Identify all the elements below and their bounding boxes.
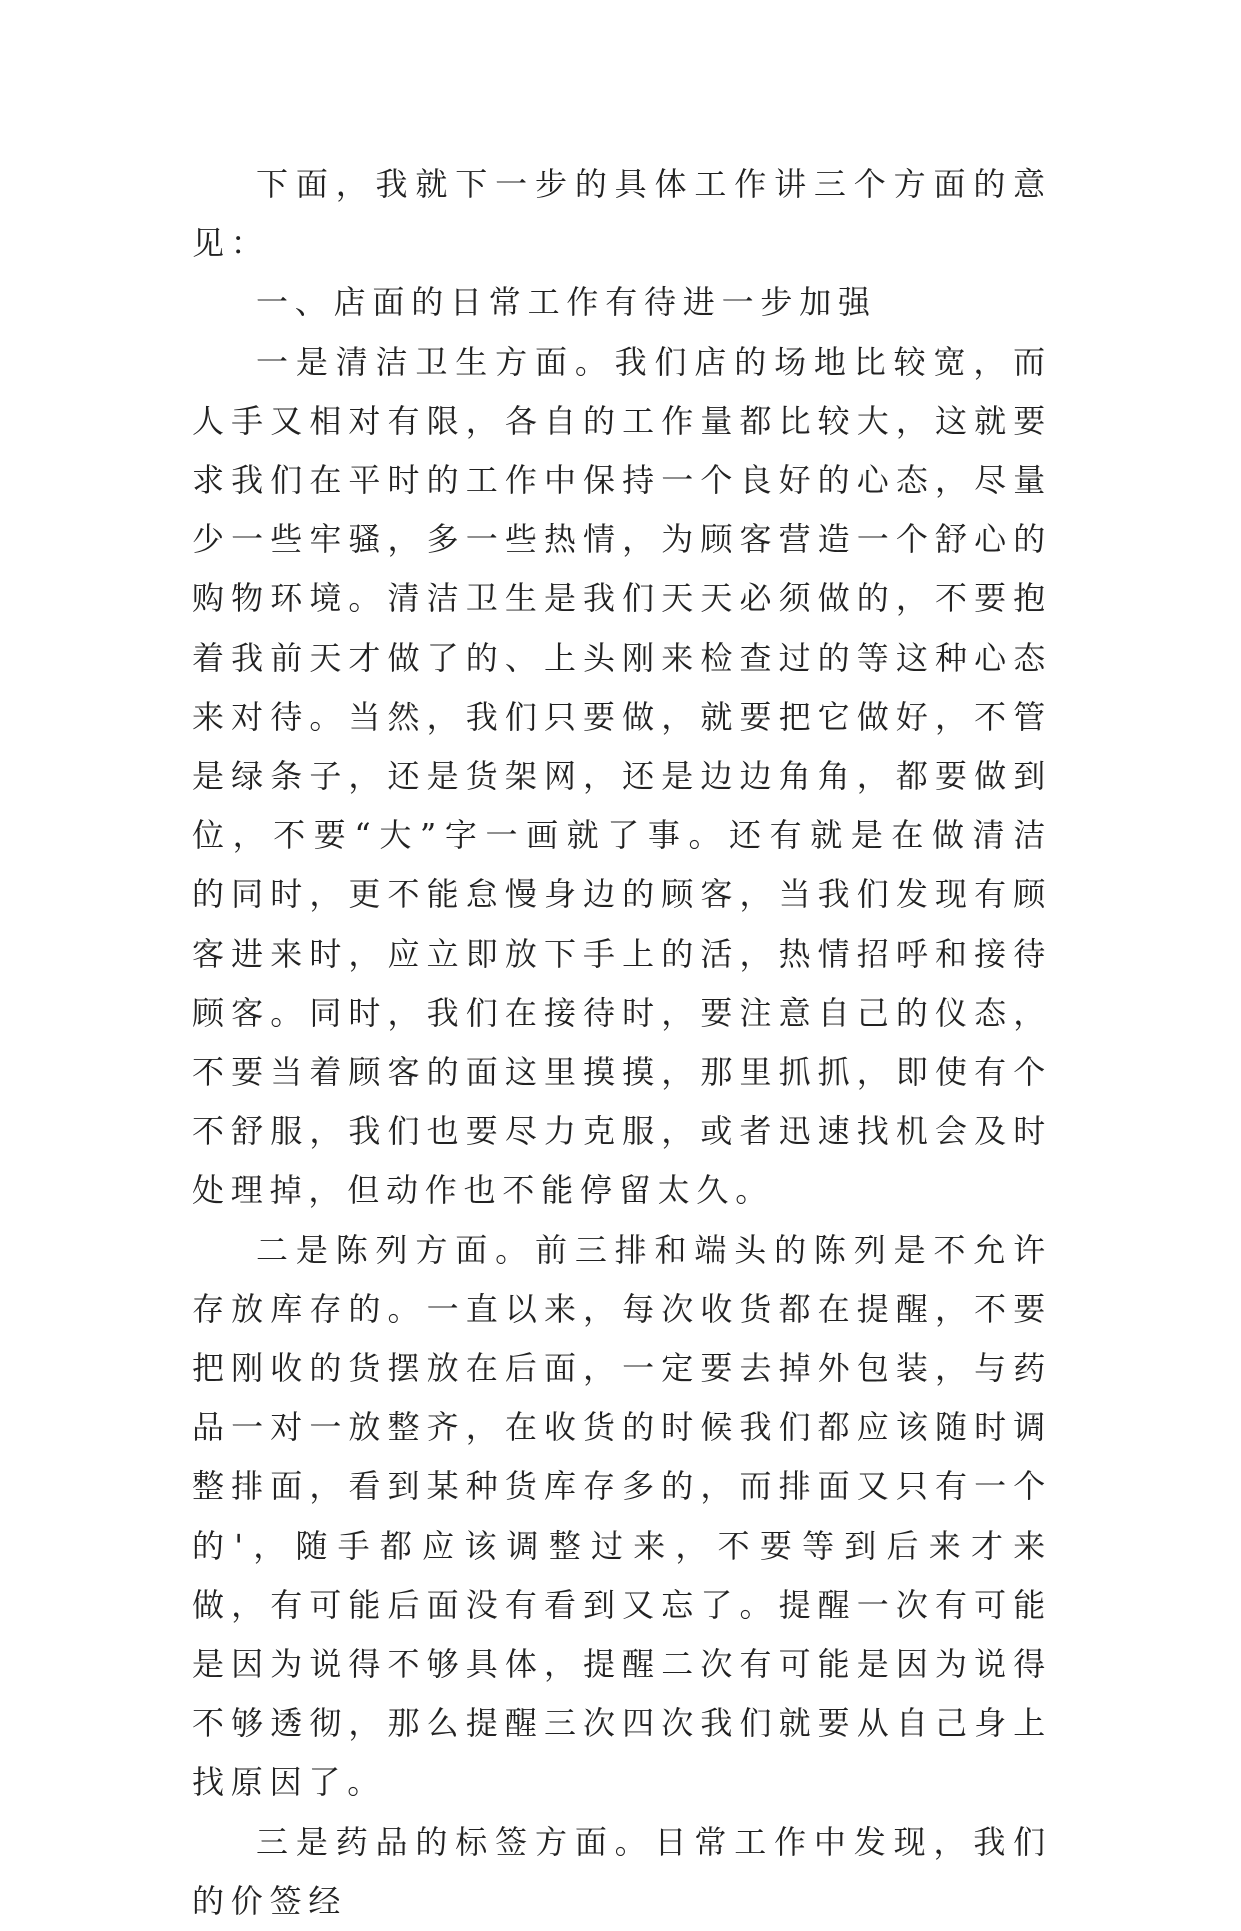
section-heading: 一、店面的日常工作有待进一步加强: [256, 283, 877, 322]
paragraph-display: 二是陈列方面。前三排和端头的陈列是不允许存放库存的。一直以来，每次收货都在提醒，不要把刚收的货摆放在后面，一定要去掉外包装，与药品一对一放整齐，在收货的时候我们都应该随时调整排面，看到某种货库存多的，而排面又只有一个的'，随手都应该调整过来，不要等到后来才来做，有可能后面没有看到又忘了。提醒一次有可能是因为说得不够具体，提醒二次有可能是因为说得不够透彻，那么提醒三次四次我们就要从自己身上找原因了。: [192, 1230, 1052, 1802]
paragraph-intro: 下面，我就下一步的具体工作讲三个方面的意见：: [192, 165, 1052, 263]
document-body: [192, 155, 1052, 1931]
paragraph-labels: 三是药品的标签方面。日常工作中发现，我们的价签经: [192, 1822, 1052, 1920]
paragraph-cleaning: 一是清洁卫生方面。我们店的场地比较宽，而人手又相对有限，各自的工作量都比较大，这就要求我们在平时的工作中保持一个良好的心态，尽量少一些牢骚，多一些热情，为顾客营造一个舒心的购物环境。清洁卫生是我们天天必须做的，不要抱着我前天才做了的、上头刚来检查过的等这种心态来对待。当然，我们只要做，就要把它做好，不管是绿条子，还是货架网，还是边边角角，都要做到位，不要“大”字一画就了事。还有就是在做清洁的同时，更不能怠慢身边的顾客，当我们发现有顾客进来时，应立即放下手上的活，热情招呼和接待顾客。同时，我们在接待时，要注意自己的仪态，不要当着顾客的面这里摸摸，那里抓抓，即使有个不舒服，我们也要尽力克服，或者迅速找机会及时处理掉，但动作也不能停留太久。: [192, 342, 1052, 1210]
